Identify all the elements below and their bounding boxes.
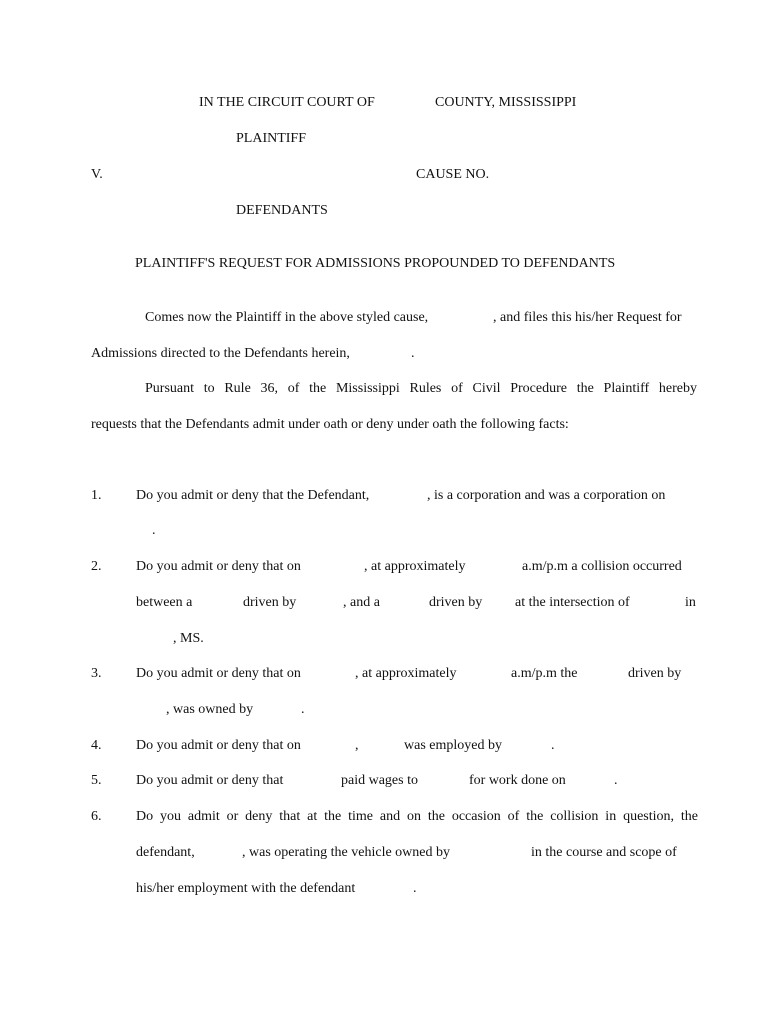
intro-line-2b: . (411, 346, 415, 361)
item-4-text-b: , (355, 738, 359, 753)
court-name-prefix: IN THE CIRCUIT COURT OF (199, 95, 375, 110)
item-3-text-d: driven by (628, 666, 682, 681)
intro-line-1a: Comes now the Plaintiff in the above styled cause, (145, 310, 429, 325)
item-6-number: 6. (91, 809, 102, 824)
item-2-text-j: , MS. (173, 631, 204, 646)
item-6-text-a: Do you admit or deny that at the time and on the occasion of the collision in question, the (136, 809, 698, 824)
item-3-text-b: , at approximately (355, 666, 457, 681)
versus-label: V. (91, 167, 103, 182)
rule-paragraph-line-2: requests that the Defendants admit under oath or deny under oath the following facts: (91, 417, 569, 432)
item-2-text-g: driven by (429, 595, 483, 610)
item-2-text-f: , and a (343, 595, 380, 610)
item-1-text-c: . (152, 523, 156, 538)
item-2-text-c: a.m/p.m a collision occurred (522, 559, 682, 574)
item-2-number: 2. (91, 559, 102, 574)
item-5-text-b: paid wages to (341, 773, 418, 788)
court-county-suffix: COUNTY, MISSISSIPPI (435, 95, 577, 110)
item-6-text-e: his/her employment with the defendant (136, 881, 356, 896)
defendants-label: DEFENDANTS (236, 203, 328, 218)
intro-line-2a: Admissions directed to the Defendants herein, (91, 346, 350, 361)
item-6-text-d: in the course and scope of (531, 845, 677, 860)
item-3-text-c: a.m/p.m the (511, 666, 578, 681)
item-2-text-h: at the intersection of (515, 595, 630, 610)
item-1-text-b: , is a corporation and was a corporation on (427, 488, 666, 503)
item-2-text-d: between a (136, 595, 193, 610)
item-1-number: 1. (91, 488, 102, 503)
intro-line-1b: , and files this his/her Request for (493, 310, 682, 325)
item-4-text-d: . (551, 738, 555, 753)
item-2-text-e: driven by (243, 595, 297, 610)
rule-paragraph-line-1: Pursuant to Rule 36, of the Mississippi Rules of Civil Procedure the Plaintiff hereby (145, 381, 697, 396)
item-5-text-d: . (614, 773, 618, 788)
item-4-text-a: Do you admit or deny that on (136, 738, 301, 753)
item-2-text-i: in (685, 595, 696, 610)
plaintiff-label: PLAINTIFF (236, 131, 307, 146)
item-6-text-c: , was operating the vehicle owned by (242, 845, 450, 860)
item-5-text-c: for work done on (469, 773, 566, 788)
item-6-text-f: . (413, 881, 417, 896)
item-4-text-c: was employed by (404, 738, 502, 753)
item-2-text-b: , at approximately (364, 559, 466, 574)
document-title: PLAINTIFF'S REQUEST FOR ADMISSIONS PROPOUNDED TO DEFENDANTS (135, 256, 616, 271)
item-3-text-f: . (301, 702, 305, 717)
item-3-number: 3. (91, 666, 102, 681)
item-3-text-a: Do you admit or deny that on (136, 666, 301, 681)
item-6-text-b: defendant, (136, 845, 195, 860)
item-5-number: 5. (91, 773, 102, 788)
item-3-text-e: , was owned by (166, 702, 254, 717)
cause-number-label: CAUSE NO. (416, 167, 490, 182)
item-4-number: 4. (91, 738, 102, 753)
item-5-text-a: Do you admit or deny that (136, 773, 284, 788)
item-2-text-a: Do you admit or deny that on (136, 559, 301, 574)
item-1-text-a: Do you admit or deny that the Defendant, (136, 488, 370, 503)
